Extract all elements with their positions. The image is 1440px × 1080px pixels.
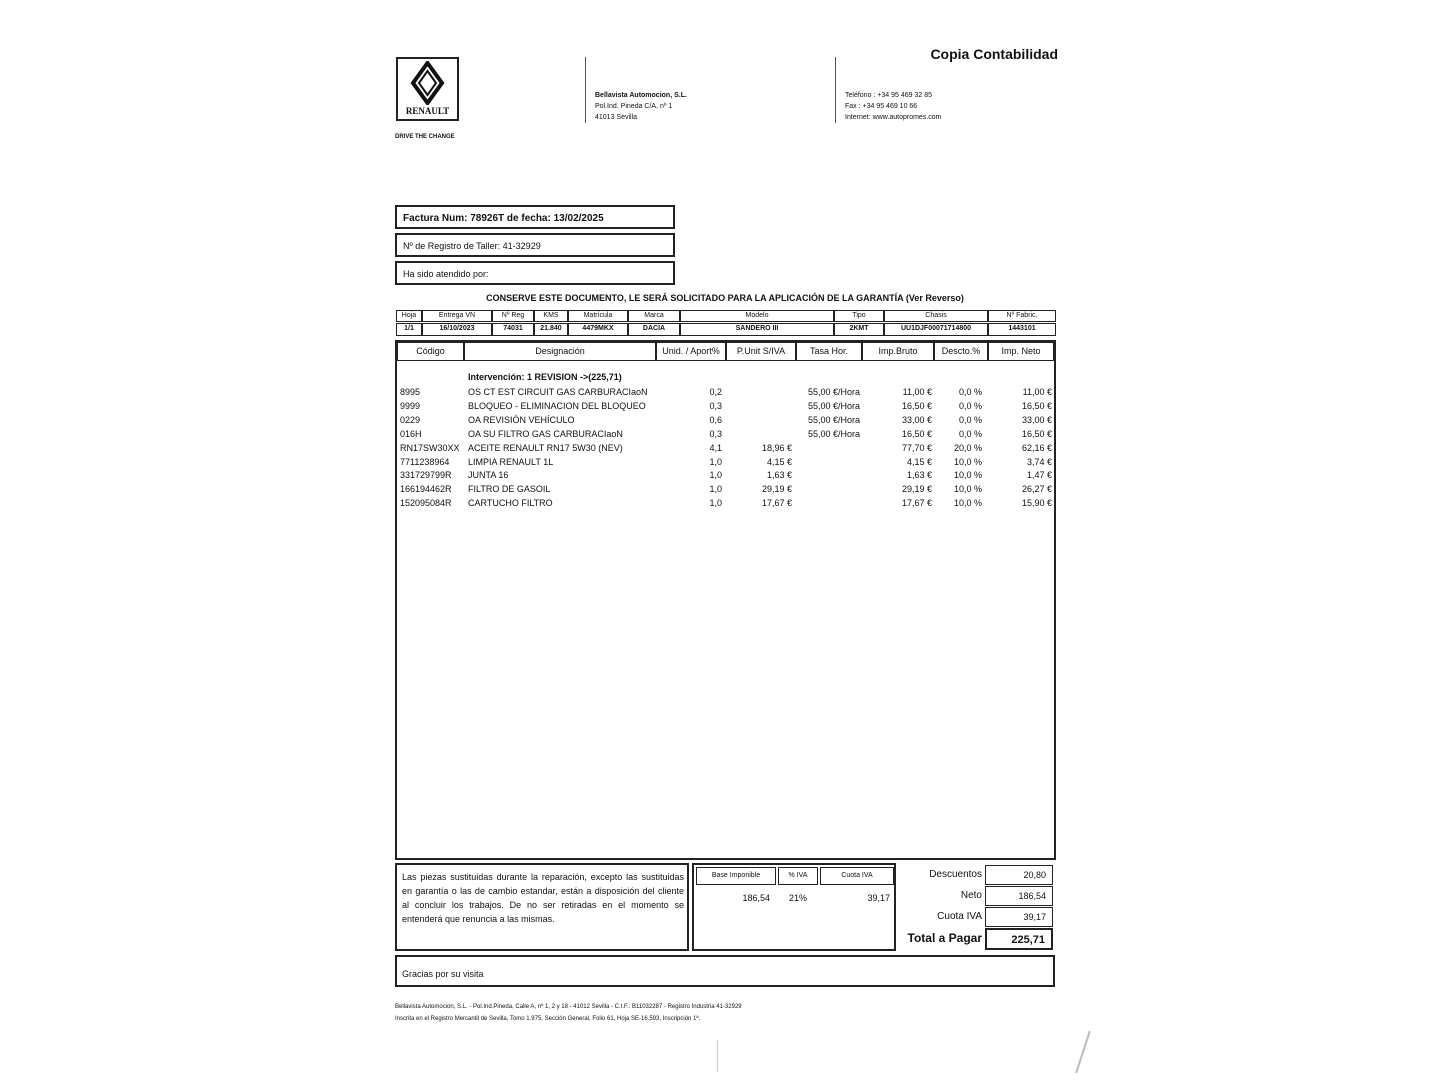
cell-rate: 55,00 €/Hora bbox=[807, 387, 860, 397]
cell-code: RN17SW30XX bbox=[400, 442, 460, 453]
cell-code: 8995 bbox=[400, 387, 421, 397]
cell-gross: 16,50 € bbox=[901, 400, 932, 411]
vehicle-header-cell: Tipo bbox=[834, 310, 884, 322]
table-row bbox=[396, 482, 1056, 496]
thanks-message: Gracias por su visita bbox=[402, 969, 484, 979]
cell-unit: 29,19 € bbox=[761, 484, 792, 495]
cell-qty: 1,0 bbox=[709, 470, 722, 481]
brand-name: RENAULT bbox=[405, 106, 450, 116]
cell-disc: 10,0 % bbox=[953, 484, 982, 495]
table-row bbox=[396, 455, 1056, 469]
cell-gross: 16,50 € bbox=[901, 428, 932, 439]
column-header: P.Unit S/IVA bbox=[726, 342, 796, 361]
cell-disc: 0,0 % bbox=[958, 400, 982, 411]
cell-desc: OS CT EST CIRCUIT GAS CARBURACIaoN bbox=[468, 387, 648, 397]
cell-net: 15,90 € bbox=[1021, 498, 1052, 509]
contact-block bbox=[845, 90, 942, 123]
scan-artifact bbox=[717, 1040, 718, 1072]
vehicle-value-cell: 74031 bbox=[492, 323, 534, 336]
cell-gross: 29,19 € bbox=[901, 484, 932, 495]
cell-rate: 55,00 €/Hora bbox=[807, 428, 860, 439]
vehicle-header-cell: Chasis bbox=[884, 310, 988, 322]
vehicle-header-cell: Marca bbox=[628, 310, 680, 322]
thanks-box bbox=[395, 955, 1055, 987]
registry-box bbox=[395, 233, 675, 257]
cell-code: 9999 bbox=[400, 400, 421, 411]
cell-disc: 10,0 % bbox=[953, 456, 982, 467]
column-header: Designación bbox=[464, 342, 656, 361]
column-header: Imp.Bruto bbox=[862, 342, 934, 361]
cell-gross: 4,15 € bbox=[906, 456, 932, 467]
cell-qty: 1,0 bbox=[709, 456, 722, 467]
intervention-title: Intervención: 1 REVISION ->(225,71) bbox=[468, 372, 622, 382]
cell-net: 16,50 € bbox=[1021, 400, 1052, 411]
legal-line-1: Bellavista Automocion, S.L. - Pol.Ind.Pineda, Calle A, nº 1, 2 y 18 - 41012 Sevilla - C.I.F.: B11032287 - Registro Industria 41-32929 bbox=[395, 1004, 742, 1010]
cell-qty: 1,0 bbox=[709, 484, 722, 495]
cell-gross: 11,00 € bbox=[902, 387, 932, 397]
cell-desc: OA REVISIÓN VEHÍCULO bbox=[468, 414, 575, 425]
cell-desc: LIMPIA RENAULT 1L bbox=[468, 456, 554, 467]
vat-label: Cuota IVA bbox=[937, 911, 982, 922]
cell-qty: 1,0 bbox=[709, 498, 722, 509]
renault-logo bbox=[396, 57, 459, 121]
cell-net: 3,74 € bbox=[1026, 456, 1052, 467]
cell-net: 33,00 € bbox=[1021, 414, 1052, 425]
cell-gross: 77,70 € bbox=[901, 442, 932, 453]
total-value: 225,71 bbox=[985, 928, 1053, 950]
table-row bbox=[396, 468, 1056, 482]
cell-desc: FILTRO DE GASOIL bbox=[468, 484, 551, 495]
cell-disc: 0,0 % bbox=[958, 387, 982, 397]
cell-net: 26,27 € bbox=[1021, 484, 1052, 495]
table-row bbox=[396, 399, 1056, 413]
cell-qty: 0,3 bbox=[709, 428, 722, 439]
cell-code: 7711238964 bbox=[400, 456, 450, 467]
company-address: Pol.Ind. Pineda C/A, nº 1 bbox=[595, 103, 673, 110]
fax: Fax : +34 95 469 10 66 bbox=[845, 103, 918, 110]
vehicle-value-cell: 1443101 bbox=[988, 323, 1056, 336]
cell-gross: 33,00 € bbox=[901, 414, 932, 425]
attended-by: Ha sido atendido por: bbox=[403, 269, 489, 279]
tax-pct-value: 21% bbox=[788, 893, 807, 903]
vehicle-value-cell: UU1DJF00071714800 bbox=[884, 323, 988, 336]
net-label: Neto bbox=[960, 890, 982, 901]
table-row bbox=[396, 413, 1056, 427]
parts-note: Las piezas sustituidas durante la reparación, excepto las sustituidas en garantía o las de cambio estandar, están a disposición del cliente al concluir los trabajos. De no ser retiradas en el momento se entenderá que renuncia a las mismas. bbox=[402, 872, 684, 924]
registry-number: Nº de Registro de Taller: 41-32929 bbox=[403, 241, 541, 251]
invoice-number-box bbox=[395, 205, 675, 229]
copy-label: Copia Contabilidad bbox=[930, 46, 1058, 62]
cell-disc: 0,0 % bbox=[958, 428, 982, 439]
vehicle-value-cell: DACIA bbox=[628, 323, 680, 336]
vehicle-value-cell: 16/10/2023 bbox=[422, 323, 492, 336]
company-city: 41013 Sevilla bbox=[595, 114, 638, 121]
cell-unit: 18,96 € bbox=[761, 442, 792, 453]
tax-pct-header: % IVA bbox=[778, 867, 818, 885]
table-row bbox=[396, 496, 1056, 510]
cell-disc: 10,0 % bbox=[953, 470, 982, 481]
scan-artifact bbox=[1075, 1031, 1090, 1073]
cell-desc: BLOQUEO - ELIMINACION DEL BLOQUEO bbox=[468, 400, 646, 411]
header-divider bbox=[835, 57, 836, 123]
cell-desc: ACEITE RENAULT RN17 5W30 (NEV) bbox=[468, 442, 623, 453]
vehicle-value-cell: 21.840 bbox=[534, 323, 568, 336]
tax-base-header: Base Imponible bbox=[696, 867, 776, 885]
column-header: Unid. / Aport% bbox=[656, 342, 726, 361]
vat-value: 39,17 bbox=[985, 907, 1053, 927]
cell-code: 166194462R bbox=[400, 484, 452, 495]
total-label: Total a Pagar bbox=[907, 931, 982, 945]
discounts-label: Descuentos bbox=[929, 869, 982, 880]
cell-gross: 17,67 € bbox=[901, 498, 932, 509]
column-header: Código bbox=[397, 342, 464, 361]
phone: Teléfono : +34 95 469 32 85 bbox=[845, 92, 932, 99]
parts-note-box bbox=[395, 863, 689, 951]
legal-line-2: Inscrita en el Registro Mercantil de Sevilla, Tomo 1.975, Sección General, Folio 61, Hoja SE-16.593, Inscripción 1ª. bbox=[395, 1016, 701, 1022]
cell-qty: 0,3 bbox=[709, 400, 722, 411]
vehicle-value-cell: SANDERO III bbox=[680, 323, 834, 336]
table-row bbox=[396, 385, 1056, 399]
column-header: Imp. Neto bbox=[988, 342, 1054, 361]
brand-tagline: DRIVE THE CHANGE bbox=[395, 134, 455, 140]
vehicle-header-cell: KMS bbox=[534, 310, 568, 322]
cell-code: 016H bbox=[400, 428, 422, 439]
cell-net: 16,50 € bbox=[1021, 428, 1052, 439]
cell-qty: 4,1 bbox=[709, 442, 722, 453]
company-block bbox=[595, 90, 687, 123]
vehicle-header-cell: Hoja bbox=[396, 310, 422, 322]
vehicle-value-cell: 4479MKX bbox=[568, 323, 628, 336]
attended-box bbox=[395, 261, 675, 285]
tax-quota-value: 39,17 bbox=[867, 893, 890, 903]
website: Internet: www.autopromes.com bbox=[845, 114, 942, 121]
cell-rate: 55,00 €/Hora bbox=[807, 414, 860, 425]
cell-unit: 4,15 € bbox=[766, 456, 792, 467]
vehicle-value-cell: 2KMT bbox=[834, 323, 884, 336]
cell-qty: 0,6 bbox=[709, 414, 722, 425]
tax-base-value: 186,54 bbox=[742, 893, 770, 903]
cell-net: 11,00 € bbox=[1022, 387, 1052, 397]
invoice-number: Factura Num: 78926T de fecha: 13/02/2025 bbox=[403, 213, 604, 224]
cell-qty: 0,2 bbox=[709, 387, 722, 397]
cell-gross: 1,63 € bbox=[906, 470, 932, 481]
vehicle-value-cell: 1/1 bbox=[396, 323, 422, 336]
cell-code: 152095084R bbox=[400, 498, 452, 509]
vehicle-header-cell: Nº Reg bbox=[492, 310, 534, 322]
discounts-value: 20,80 bbox=[985, 865, 1053, 885]
vehicle-header-cell: Entrega VN bbox=[422, 310, 492, 322]
cell-desc: CARTUCHO FILTRO bbox=[468, 498, 553, 509]
cell-disc: 0,0 % bbox=[958, 414, 982, 425]
cell-desc: JUNTA 16 bbox=[468, 470, 509, 481]
cell-unit: 17,67 € bbox=[761, 498, 792, 509]
table-row bbox=[396, 427, 1056, 441]
column-header: Descto.% bbox=[934, 342, 988, 361]
cell-disc: 20,0 % bbox=[953, 442, 982, 453]
tax-box bbox=[692, 863, 896, 951]
warranty-notice: CONSERVE ESTE DOCUMENTO, LE SERÁ SOLICITADO PARA LA APLICACIÓN DE LA GARANTÍA (Ver Reverso) bbox=[486, 293, 964, 303]
tax-quota-header: Cuota IVA bbox=[820, 867, 894, 885]
legal-text bbox=[395, 1001, 742, 1025]
cell-disc: 10,0 % bbox=[953, 498, 982, 509]
cell-unit: 1,63 € bbox=[766, 470, 792, 481]
renault-diamond-icon bbox=[398, 61, 457, 105]
cell-rate: 55,00 €/Hora bbox=[807, 400, 860, 411]
table-row bbox=[396, 441, 1056, 455]
vehicle-header-cell: Modelo bbox=[680, 310, 834, 322]
cell-net: 1,47 € bbox=[1026, 470, 1052, 481]
net-value: 186,54 bbox=[985, 886, 1053, 906]
cell-net: 62,16 € bbox=[1021, 442, 1052, 453]
company-name: Bellavista Automocion, S.L. bbox=[595, 92, 687, 99]
cell-desc: OA SU FILTRO GAS CARBURACIaoN bbox=[468, 428, 623, 439]
vehicle-header-cell: Nº Fabric. bbox=[988, 310, 1056, 322]
cell-code: 331729799R bbox=[400, 470, 452, 481]
header-divider bbox=[585, 57, 586, 123]
column-header: Tasa Hor. bbox=[796, 342, 862, 361]
vehicle-header-cell: Matrícula bbox=[568, 310, 628, 322]
cell-code: 0229 bbox=[400, 414, 421, 425]
